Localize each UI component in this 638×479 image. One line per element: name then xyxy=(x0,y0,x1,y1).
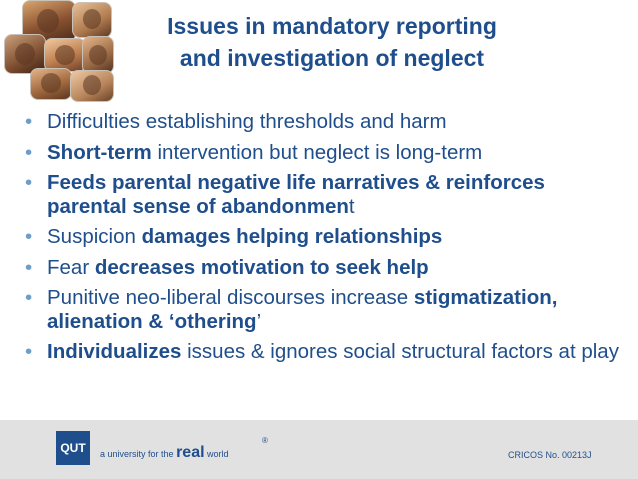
bullet-text: Fear xyxy=(47,255,95,279)
bullet-text-bold: stigmatization, alienation & ‘othering xyxy=(47,286,558,333)
title-line-1: Issues in mandatory reporting xyxy=(167,13,497,39)
child-photo xyxy=(72,2,112,38)
bullet-item xyxy=(22,340,622,364)
child-photo xyxy=(70,70,114,102)
children-photo-collage xyxy=(0,0,112,100)
tagline-suffix: world xyxy=(207,449,229,459)
bullet-text-bold: Short-term xyxy=(47,140,152,164)
child-photo xyxy=(30,68,72,100)
child-photo xyxy=(82,36,114,74)
bullet-item xyxy=(22,171,622,218)
bullet-text-bold: damages helping relationships xyxy=(141,225,443,248)
bullet-text: issues & ignores social structural factors at play xyxy=(181,340,619,363)
bullet-text-bold: Feeds parental negative life narratives & reinforces parental sense of abandonmen xyxy=(47,171,545,218)
bullet-text: Difficulties establishing thresholds and harm xyxy=(47,110,447,133)
cricos-number: CRICOS No. 00213J xyxy=(508,450,592,460)
bullet-item xyxy=(22,256,622,280)
tagline-prefix: a university for the xyxy=(100,449,174,459)
bullet-text: t xyxy=(348,194,355,218)
bullet-text: Suspicion xyxy=(47,225,142,248)
bullet-list xyxy=(22,110,622,371)
slide-title xyxy=(112,10,552,74)
bullet-item xyxy=(22,225,622,249)
child-photo xyxy=(44,38,86,72)
bullet-text: intervention but neglect is long-term xyxy=(151,140,483,164)
bullet-text-bold: decreases motivation to seek help xyxy=(94,255,429,279)
footer-bar xyxy=(0,420,638,479)
bullet-item xyxy=(22,110,622,134)
bullet-item xyxy=(22,141,622,165)
title-line-2: and investigation of neglect xyxy=(179,45,485,71)
bullet-text: ’ xyxy=(256,309,262,333)
registered-mark: ® xyxy=(262,436,268,445)
bullet-item xyxy=(22,286,622,333)
tagline xyxy=(100,444,229,462)
tagline-real: real xyxy=(176,444,205,461)
bullet-text-bold: Individualizes xyxy=(47,340,182,363)
qut-logo: QUT xyxy=(56,431,90,465)
bullet-text: Punitive neo-liberal discourses increase xyxy=(47,286,414,309)
